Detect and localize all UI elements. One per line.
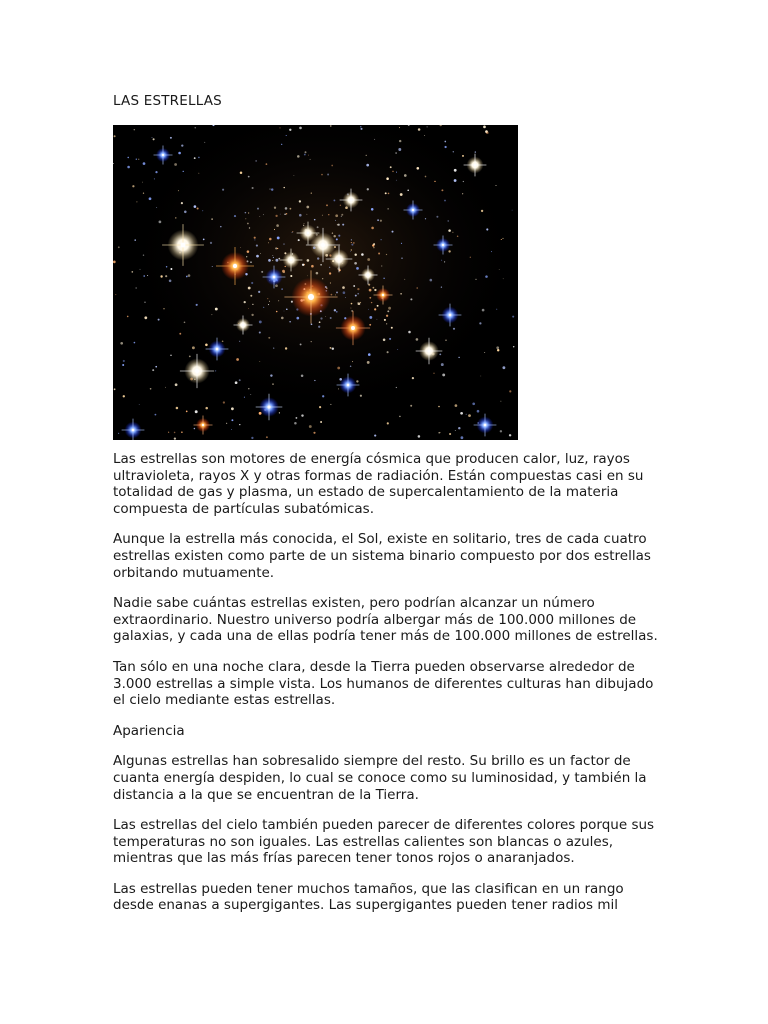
paragraph-visible: Tan sólo en una noche clara, desde la Tierra pueden observarse alrededor de 3.000 estrellas a simple vista. Los humanos de diferentes culturas han dibujado el cielo mediante estas estrellas. (113, 658, 654, 709)
section-heading: Apariencia (113, 722, 185, 739)
document-page (113, 92, 658, 928)
paragraph-colors: Las estrellas del cielo también pueden parecer de diferentes colores porque sus temperaturas no son iguales. Las estrellas calientes son blancas o azules, mientras que las más frías parecen tener tonos rojos o anaranjados. (113, 817, 655, 867)
paragraph-count: Nadie sabe cuántas estrellas existen, pero podrían alcanzar un número extraordinario. Nuestro universo podría albergar más de 100.000 millones de galaxias, y cada una de ellas podría tener más de 100.000 millones de estrellas. (113, 595, 658, 645)
paragraph-sizes: Las estrellas pueden tener muchos tamaños, que las clasifican en un rango desde enanas a supergigantes. Las supergigantes pueden tener radios mil (113, 880, 624, 914)
paragraph-intro: Las estrellas son motores de energía cósmica que producen calor, luz, rayos ultravioleta, rayos X y otras formas de radiación. Están compuestas casi en su totalidad de gas y plasma, un estado de supercalentamiento de la materia compuesta de partículas subatómicas. (113, 451, 644, 517)
star-cluster-icon (113, 125, 518, 440)
paragraph-binary: Aunque la estrella más conocida, el Sol, existe en solitario, tres de cada cuatro estrellas existen como parte de un sistema binario compuesto por dos estrellas orbitando mutuamente. (113, 531, 651, 581)
star-cluster-image (113, 125, 518, 440)
paragraph-brightness: Algunas estrellas han sobresalido siempre del resto. Su brillo es un factor de cuanta energía despiden, lo cual se conoce como su luminosidad, y también la distancia a la que se encuentran de la Tierra. (113, 753, 647, 803)
document-title: LAS ESTRELLAS (113, 93, 222, 109)
